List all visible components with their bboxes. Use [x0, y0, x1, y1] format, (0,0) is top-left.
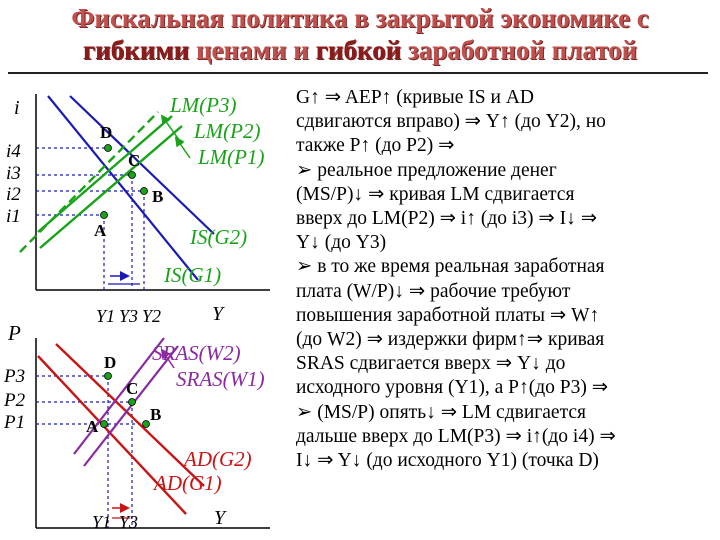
text-line: сдвигаются вправо) ⇒ Y↑ (до Y2), но — [296, 111, 606, 133]
is-g1-curve — [48, 96, 198, 280]
title-line-1: Фискальная политика в закрытой экономике с — [71, 3, 649, 33]
point-d-top — [105, 145, 112, 152]
label-point-d-bottom: D — [104, 353, 117, 372]
tick-i1: i1 — [6, 206, 21, 227]
lm-shift-arrow-2 — [176, 138, 190, 158]
title-word-flexible-wage: гибкой — [315, 35, 402, 65]
label-ad-g1: AD(G1) — [154, 471, 222, 495]
text-line: ➢ (MS/P) опять↓ ⇒ LM сдвигается — [296, 401, 586, 423]
point-c-bottom — [129, 399, 136, 406]
sras-w2-curve — [74, 338, 164, 454]
text-line: Y↓ (до Y3) — [296, 232, 387, 254]
label-sras-w1: SRAS(W1) — [176, 367, 265, 391]
label-sras-w2: SRAS(W2) — [152, 341, 241, 365]
text-line: плата (W/P)↓ ⇒ рабочие требуют — [296, 280, 571, 302]
axis-y-label-top: Y — [212, 303, 224, 325]
tick-p1: P1 — [4, 412, 26, 433]
top-chart — [6, 93, 270, 326]
title-line-2 — [0, 34, 720, 66]
label-point-a-bottom: A — [86, 417, 99, 436]
explanation-text — [296, 86, 700, 473]
label-lm-p2: LM(P2) — [194, 119, 261, 143]
text-line: (до W2) ⇒ издержки фирм↑⇒ кривая — [296, 329, 605, 351]
tick-i2: i2 — [6, 184, 21, 205]
label-point-d-top: D — [100, 123, 113, 142]
label-is-g2: IS(G2) — [190, 225, 248, 249]
text-line: SRAS сдвигается вверх ⇒ Y↓ до — [296, 353, 566, 375]
text-line: исходного уровня (Y1), а P↑(до P3) ⇒ — [296, 377, 609, 399]
point-b-bottom — [143, 421, 150, 428]
title-part-4: заработной платой — [401, 35, 638, 65]
tick-p2: P2 — [4, 390, 26, 411]
axis-p-label: P — [8, 321, 21, 345]
point-a-bottom — [101, 421, 108, 428]
label-point-c-top: C — [128, 151, 141, 170]
bottom-chart — [3, 321, 270, 532]
label-lm-p1: LM(P1) — [198, 145, 265, 169]
text-line: ➢ в то же время реальная заработная — [296, 256, 605, 278]
label-lm-p3: LM(P3) — [170, 93, 237, 117]
text-line: вверх до LM(P2) ⇒ i↑ (до i3) ⇒ I↓ ⇒ — [296, 208, 598, 230]
label-ad-g2: AD(G2) — [184, 447, 252, 471]
is-lm-ad-as-diagram — [0, 76, 296, 540]
tick-p3: P3 — [4, 366, 26, 387]
point-d-bottom — [105, 373, 112, 380]
axis-i-label: i — [14, 97, 20, 119]
page-title — [0, 2, 720, 66]
text-line: также P↑ (до P2) ⇒ — [296, 135, 455, 157]
text-line: ➢ реальное предложение денег — [296, 159, 557, 181]
title-divider — [8, 72, 708, 74]
ad-g2-curve — [56, 344, 204, 486]
label-point-c-bottom: C — [126, 379, 139, 398]
title-word-flexible-prices: гибкими — [82, 35, 190, 65]
text-line: G↑ ⇒ AEP↑ (кривые IS и AD — [296, 87, 534, 108]
point-b-top — [141, 188, 148, 195]
tick-i4: i4 — [6, 141, 21, 162]
label-point-b-bottom: B — [150, 405, 162, 424]
label-is-g1: IS(G1) — [164, 263, 222, 287]
axis-y-label-bottom: Y — [214, 507, 226, 529]
label-point-a-top: A — [94, 221, 107, 240]
tick-y1-y3-bottom: Y1 Y3 — [92, 512, 139, 532]
text-line: I↓ ⇒ Y↓ (до исходного Y1) (точка D) — [296, 450, 599, 472]
point-c-top — [129, 172, 136, 179]
label-point-b-top: B — [152, 187, 164, 206]
tick-y1-y3-y2: Y1 Y3 Y2 — [96, 306, 162, 326]
tick-i3: i3 — [6, 163, 21, 184]
lm-p3-curve — [20, 112, 158, 252]
text-line: повышения заработной платы ⇒ W↑ — [296, 304, 600, 326]
text-line: дальше вверх до LM(P3) ⇒ i↑(до i4) ⇒ — [296, 425, 616, 447]
text-line: (MS/P)↓ ⇒ кривая LM сдвигается — [296, 183, 575, 205]
title-part-2: ценами и — [189, 35, 316, 65]
point-a-top — [101, 212, 108, 219]
